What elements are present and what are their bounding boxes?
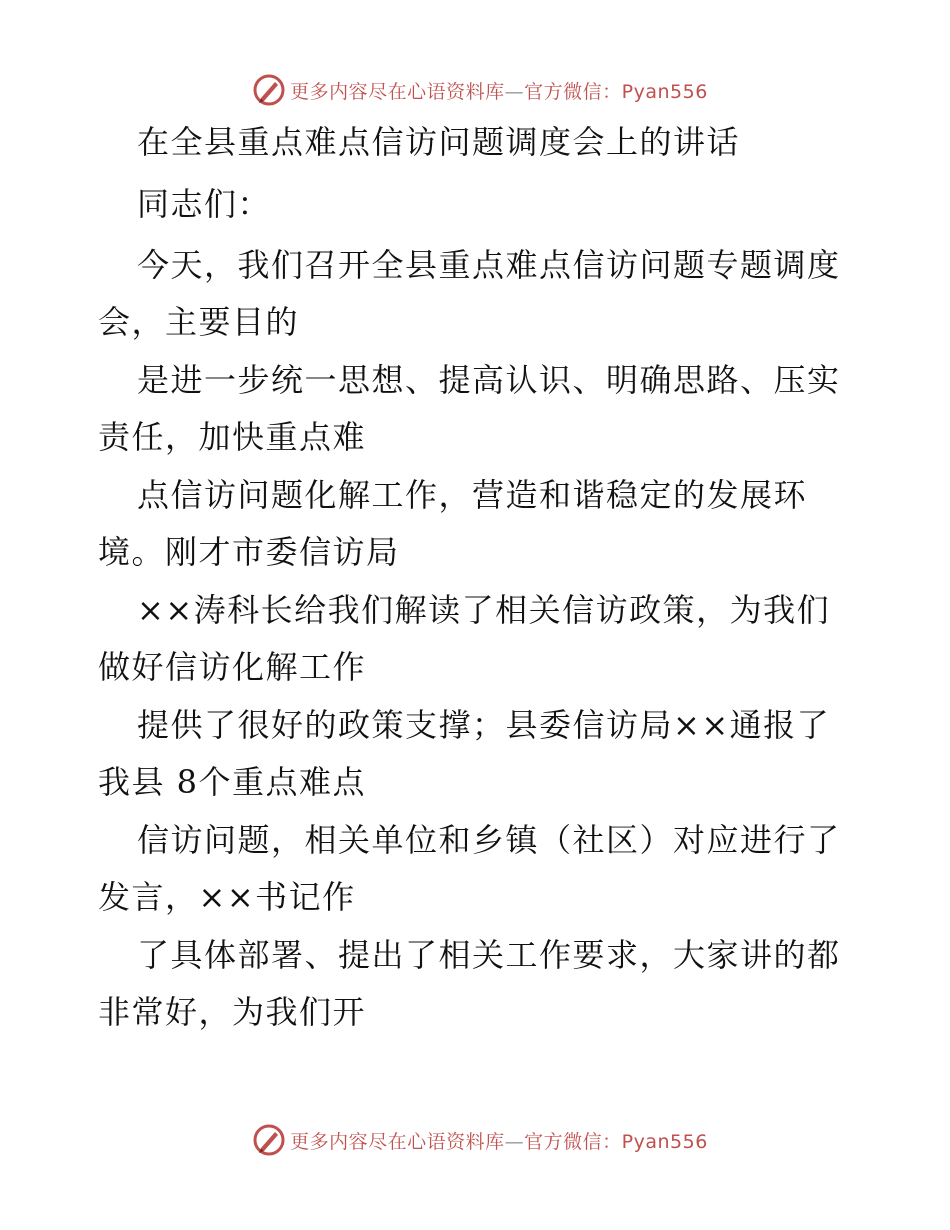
watermark-suffix: 官方微信：Pyan556 bbox=[524, 1130, 708, 1153]
watermark-text bbox=[290, 1127, 708, 1154]
text-line: 了具体部署、提出了相关工作要求，大家讲的都 bbox=[137, 936, 841, 974]
text-line: 境。刚才市委信访局 bbox=[98, 533, 400, 571]
text-line: 是进一步统一思想、提高认识、明确思路、压实 bbox=[137, 361, 841, 399]
watermark-text bbox=[290, 77, 708, 104]
text-line: 发言，××书记作 bbox=[98, 878, 356, 916]
pen-logo-icon bbox=[252, 1123, 286, 1157]
footer-watermark bbox=[0, 1120, 950, 1160]
text-line: 今天，我们召开全县重点难点信访问题专题调度 bbox=[137, 246, 841, 284]
watermark-separator: — bbox=[504, 80, 525, 103]
text-line: 同志们： bbox=[137, 185, 272, 223]
watermark-separator: — bbox=[504, 1130, 525, 1153]
text-line: 责任，加快重点难 bbox=[98, 418, 367, 456]
watermark-main: 更多内容尽在心语资料库 bbox=[290, 1130, 505, 1153]
text-line: 非常好，为我们开 bbox=[98, 993, 367, 1031]
text-line: 提供了很好的政策支撑；县委信访局××通报了 bbox=[137, 706, 831, 744]
text-line: 做好信访化解工作 bbox=[98, 648, 367, 686]
text-line: ××涛科长给我们解读了相关信访政策，为我们 bbox=[137, 591, 831, 629]
text-line: 会，主要目的 bbox=[98, 303, 300, 341]
watermark-main: 更多内容尽在心语资料库 bbox=[290, 80, 505, 103]
pen-logo-icon bbox=[252, 73, 286, 107]
text-line: 信访问题，相关单位和乡镇（社区）对应进行了 bbox=[137, 821, 841, 859]
text-line: 我县 8个重点难点 bbox=[98, 763, 367, 801]
text-line: 点信访问题化解工作，营造和谐稳定的发展环 bbox=[137, 476, 808, 514]
header-watermark bbox=[0, 70, 950, 110]
watermark-suffix: 官方微信：Pyan556 bbox=[524, 80, 708, 103]
document-title: 在全县重点难点信访问题调度会上的讲话 bbox=[137, 123, 741, 161]
